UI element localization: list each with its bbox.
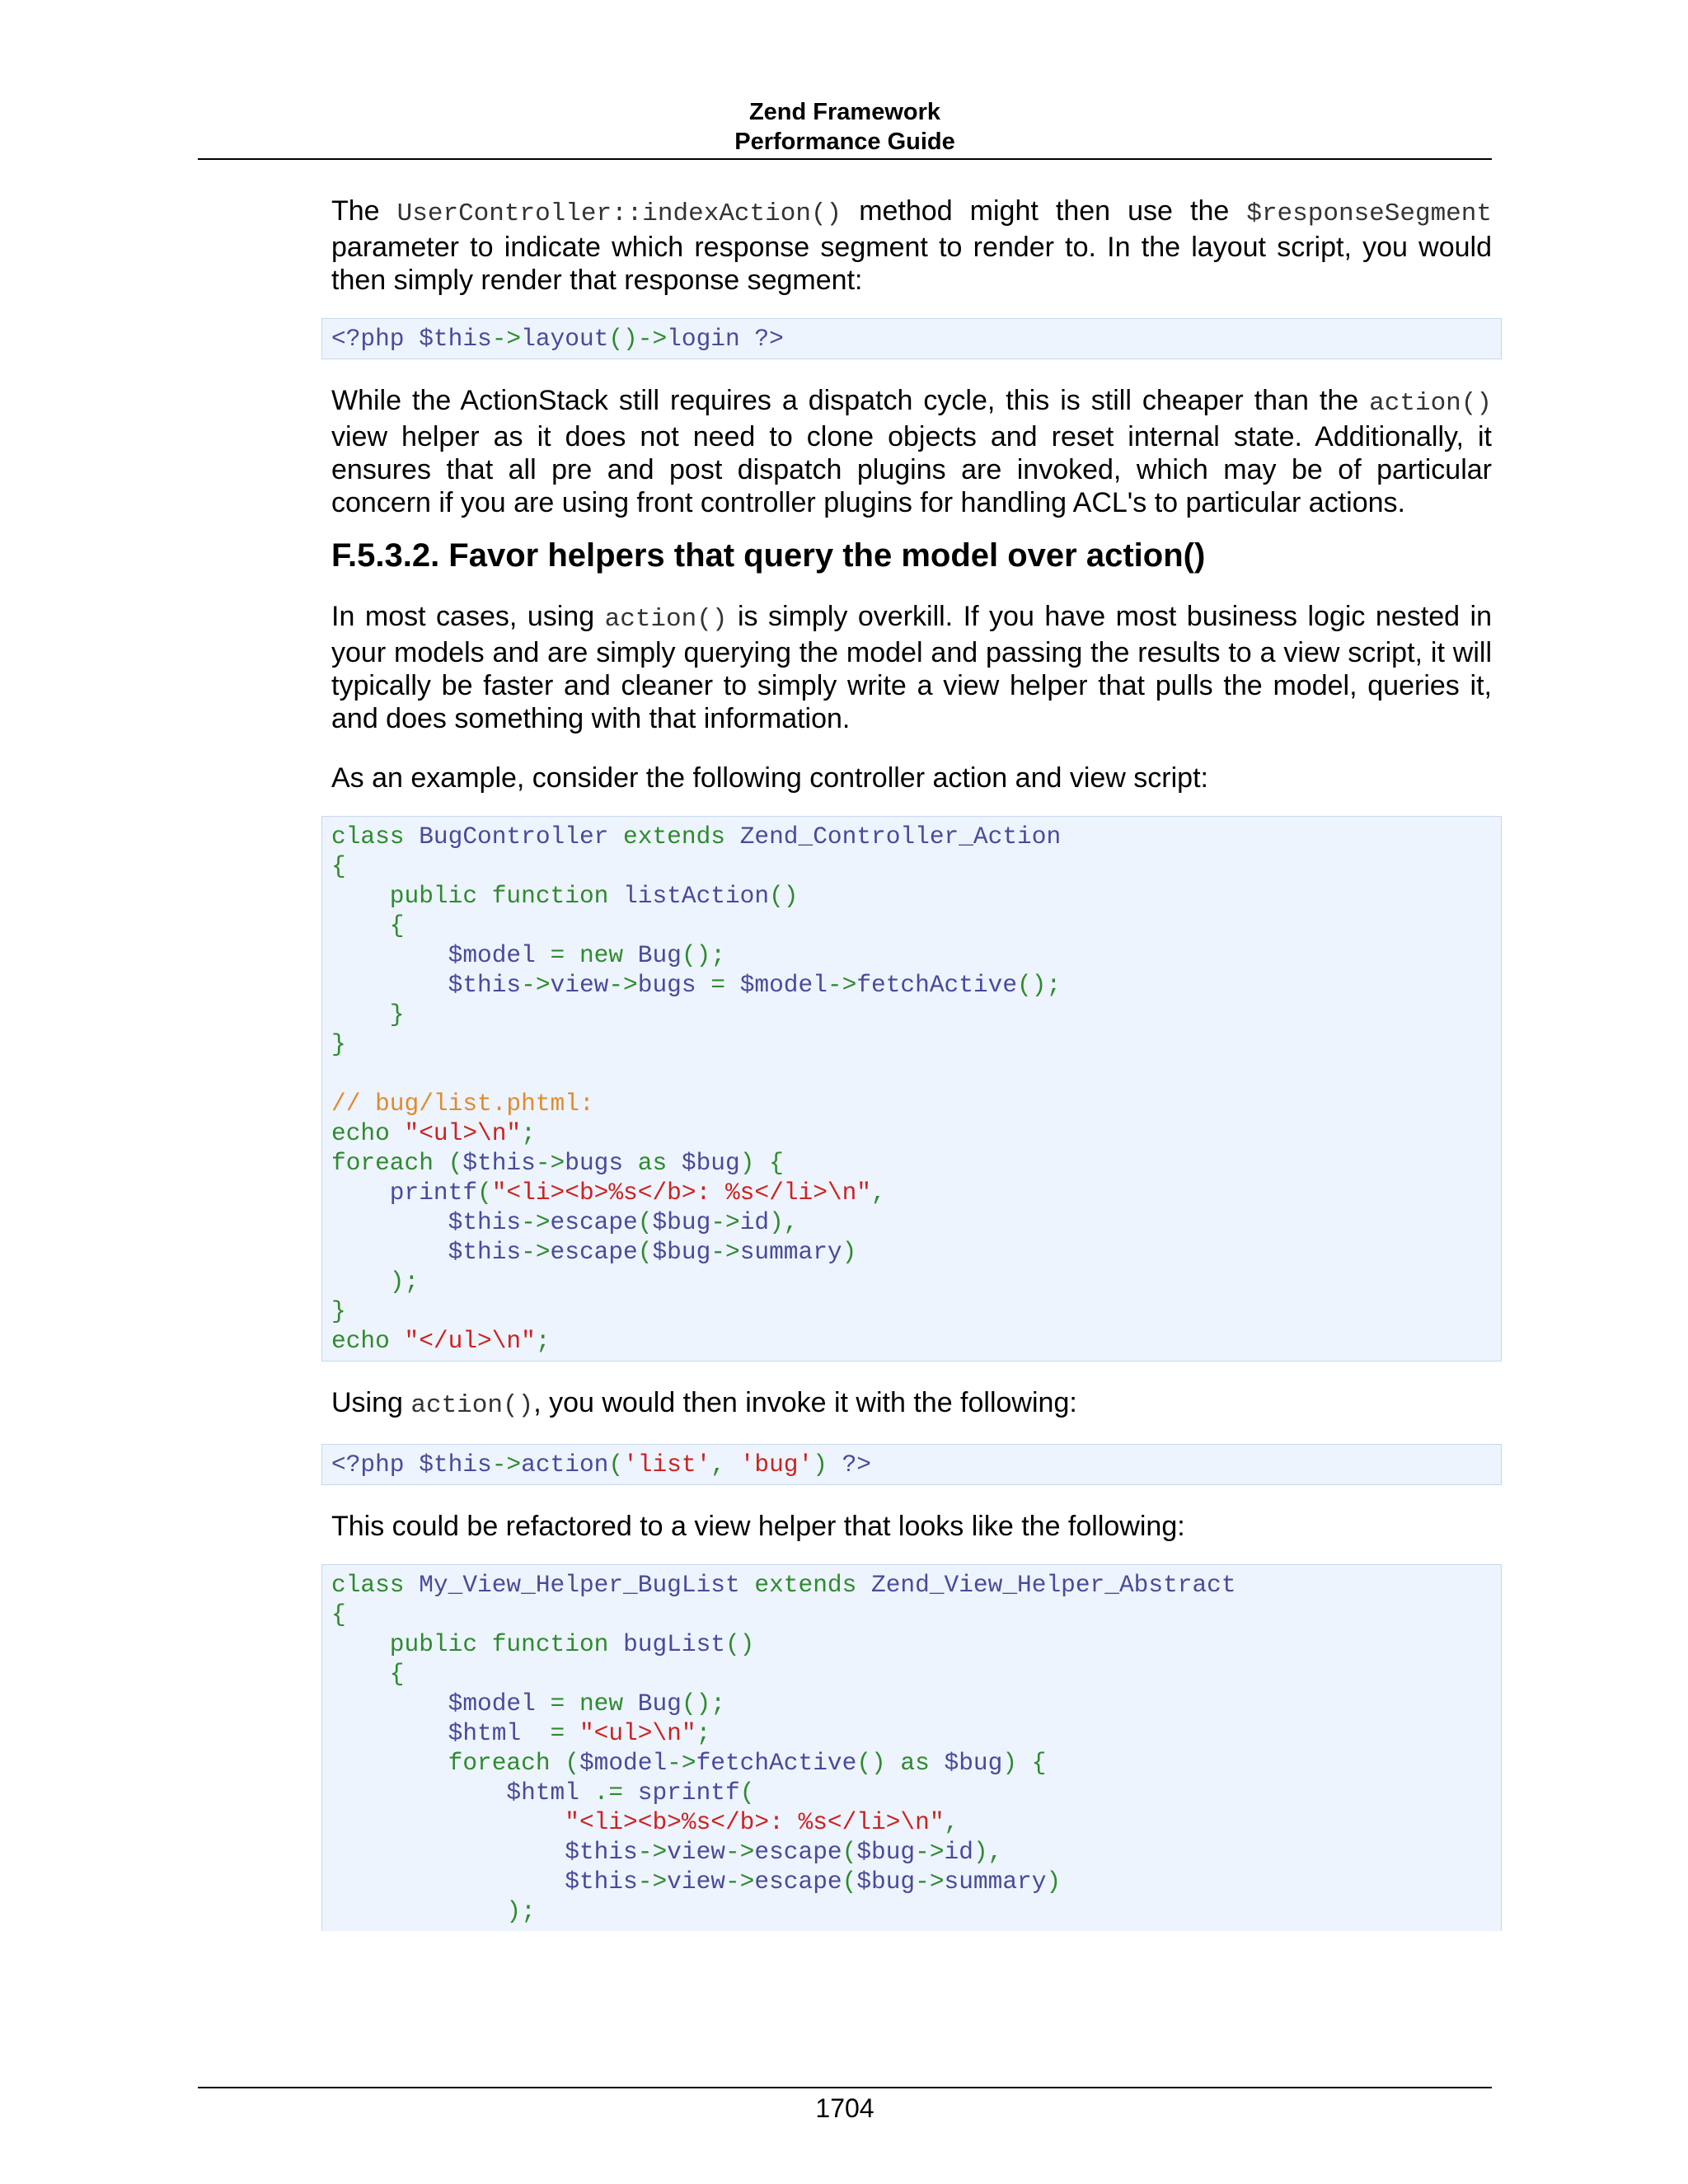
code-token: () [724,1630,755,1658]
code-token: Bug [637,1690,682,1718]
code-token: -> [724,1838,755,1866]
page-body [331,194,1492,1931]
code-token: extends [608,823,740,851]
code-token: ( [477,1179,492,1207]
code-block-action-call: <?php $this->action('list', 'bug') ?> [321,1444,1502,1485]
code-token: ; [535,1327,551,1355]
code-token: $model [331,1690,536,1718]
paragraph-intro: The UserController::indexAction() method might then use the $responseSegment parameter to indicate which response segment to render to. In the layout script, you would then simply render that response segment: [331,195,1492,296]
code-token: extends [739,1571,872,1599]
code-token: escape [754,1838,842,1866]
code-token: bugList [623,1630,725,1658]
header-title: Zend Framework [748,99,941,125]
code-line [331,1237,1492,1267]
code-token: = [521,1719,579,1747]
code-token: ), [769,1208,799,1236]
code-token: = new [535,941,638,969]
code-token: $this [331,1208,522,1236]
code-token: ( [842,1838,857,1866]
code-token: fetchActive [856,971,1018,999]
paragraph-refactor: This could be refactored to a view helper that looks like the following: [331,1511,1185,1542]
code-line [331,940,1492,970]
inline-code: action() [1369,389,1492,418]
code-line [331,1570,1492,1600]
code-token: "<li><b>%s</b>: %s</li>\n" [491,1179,872,1207]
code-token: -> [667,1749,696,1777]
code-line [331,1059,1492,1089]
code-token: = [696,971,740,999]
code-token: -> [608,971,638,999]
code-block-layout: <?php $this->layout()->login ?> [321,318,1502,359]
code-token: echo [331,1119,405,1147]
code-line [331,1326,1492,1356]
code-token: ), [973,1838,1003,1866]
code-token: -> [521,971,551,999]
code-token: escape [754,1868,842,1896]
code-line [331,1029,1492,1059]
code-token: BugController [419,823,609,851]
header-subtitle: Performance Guide [734,129,955,155]
code-line [331,1867,1492,1896]
code-line [331,1148,1492,1178]
code-token: .= [579,1779,638,1807]
code-block-controller [321,816,1502,1361]
code-token: bugs [565,1149,624,1177]
paragraph-overkill: In most cases, using action() is simply overkill. If you have most business logic nested in your models and are simply querying the model and passing the results to a view script, it will typically be faster and cleaner to simply write a view helper that pulls the model, queries it, and does something with that information. [331,601,1492,734]
code-token: } [331,1297,346,1325]
code-token: } [331,1030,346,1058]
code-token: -> [637,1868,668,1896]
code-token: $this [462,1149,536,1177]
code-token: summary [739,1238,842,1266]
code-token: ); [331,1268,420,1296]
code-token: Zend_View_Helper_Abstract [871,1571,1236,1599]
code-token: Zend_Controller_Action [739,823,1062,851]
code-token: listAction [623,882,770,910]
code-token: ( [637,1208,653,1236]
code-line [331,1778,1492,1807]
code-token: -> [915,1868,945,1896]
inline-code: UserController::indexAction() [396,199,842,228]
code-token: class [331,823,420,851]
code-token: { [331,1660,405,1688]
code-token: ( [842,1868,857,1896]
code-token: $model [739,971,828,999]
code-block-view-helper [321,1564,1502,1931]
header-divider [198,158,1492,160]
inline-code: action() [410,1391,534,1420]
code-token: ) [1046,1868,1062,1896]
code-line [331,1718,1492,1748]
code-token: -> [521,1208,551,1236]
code-line [331,1807,1492,1837]
code-token: summary [944,1868,1047,1896]
code-line [331,1689,1492,1718]
code-token: $this [331,1838,638,1866]
code-token: id [739,1208,770,1236]
code-token: $model [579,1749,668,1777]
paragraph-using-action: Using action(), you would then invoke it with the following: [331,1387,1077,1420]
section-heading: F.5.3.2. Favor helpers that query the model over action() [331,537,1206,574]
code-token: view [667,1838,725,1866]
code-token: $html [331,1779,579,1807]
code-line [331,881,1492,911]
code-token: "</ul>\n" [404,1327,536,1355]
code-token: () [769,882,799,910]
code-line [331,1118,1492,1148]
code-token: sprintf [637,1779,740,1807]
code-token: view [550,971,609,999]
code-token: $bug [856,1868,916,1896]
code-line [331,1000,1492,1029]
code-line [331,822,1492,851]
code-token: foreach ( [331,1149,463,1177]
code-line [331,911,1492,940]
code-token: ) [842,1238,857,1266]
footer-divider [198,2087,1492,2088]
code-line [331,1267,1492,1296]
code-token: -> [710,1208,740,1236]
code-token: fetchActive [696,1749,857,1777]
code-token: } [331,1001,405,1029]
code-token: Bug [637,941,682,969]
code-line [331,1837,1492,1867]
code-token: (); [1017,971,1062,999]
code-token: ; [521,1119,536,1147]
code-line [331,1600,1492,1629]
code-token: -> [915,1838,945,1866]
code-token: $this [331,1868,638,1896]
code-token: () as [856,1749,945,1777]
code-token: $model [331,941,536,969]
code-token: { [331,912,405,940]
code-token: public function [331,1630,624,1658]
code-token: ( [739,1779,755,1807]
code-token: as [623,1149,682,1177]
code-line [331,1089,1492,1118]
code-token: public function [331,882,624,910]
code-token: bugs [637,971,696,999]
code-line [331,1896,1492,1926]
inline-code: action() [604,605,728,634]
code-token: view [667,1868,725,1896]
code-token: $bug [856,1838,916,1866]
code-token: , [871,1179,886,1207]
code-token: ) { [739,1149,784,1177]
code-line [331,851,1492,881]
code-token: $bug [681,1149,740,1177]
code-line [331,1629,1492,1659]
code-token: ) { [1002,1749,1047,1777]
page-number: 1704 [815,2093,874,2123]
code-token: -> [535,1149,565,1177]
code-token: echo [331,1327,405,1355]
code-token: -> [724,1868,755,1896]
code-token: id [944,1838,973,1866]
code-token: // bug/list.phtml: [331,1090,594,1118]
code-token: ); [331,1897,536,1925]
code-line [331,1659,1492,1689]
paragraph-actionstack: While the ActionStack still requires a dispatch cycle, this is still cheaper than the action() view helper as it does not need to clone objects and reset internal state. Additionally, it ensures that all pre and post dispatch plugins are invoked, which may be of particular concern if you are using front controller plugins for handling ACL's to particular actions. [331,385,1492,518]
code-token: -> [637,1838,668,1866]
code-token: class [331,1571,420,1599]
paragraph-example: As an example, consider the following controller action and view script: [331,762,1208,794]
code-token: -> [710,1238,740,1266]
code-token: { [331,852,346,880]
code-line [331,1207,1492,1237]
code-token: printf [331,1179,478,1207]
code-token: { [331,1601,346,1629]
code-token: $bug [652,1238,711,1266]
code-token: (); [681,1690,725,1718]
code-token: escape [550,1238,638,1266]
code-token: "<ul>\n" [579,1719,696,1747]
code-token: $html [331,1719,522,1747]
code-token: $this [331,1238,522,1266]
code-token: -> [827,971,857,999]
code-token: My_View_Helper_BugList [419,1571,740,1599]
code-token: $bug [944,1749,1003,1777]
code-token: ( [637,1238,653,1266]
running-header [198,97,1492,157]
code-token: "<ul>\n" [404,1119,522,1147]
code-line [331,1296,1492,1326]
code-token: -> [521,1238,551,1266]
code-token: $bug [652,1208,711,1236]
code-token: foreach ( [331,1749,579,1777]
code-token: ; [696,1719,711,1747]
code-token: $this [331,971,522,999]
code-line [331,970,1492,1000]
code-line [331,1748,1492,1778]
code-line [331,1178,1492,1207]
code-token: , [944,1808,959,1836]
code-token: escape [550,1208,638,1236]
code-token: "<li><b>%s</b>: %s</li>\n" [331,1808,945,1836]
code-token: (); [681,941,725,969]
code-token: = new [535,1690,638,1718]
inline-code: $responseSegment [1246,199,1492,228]
